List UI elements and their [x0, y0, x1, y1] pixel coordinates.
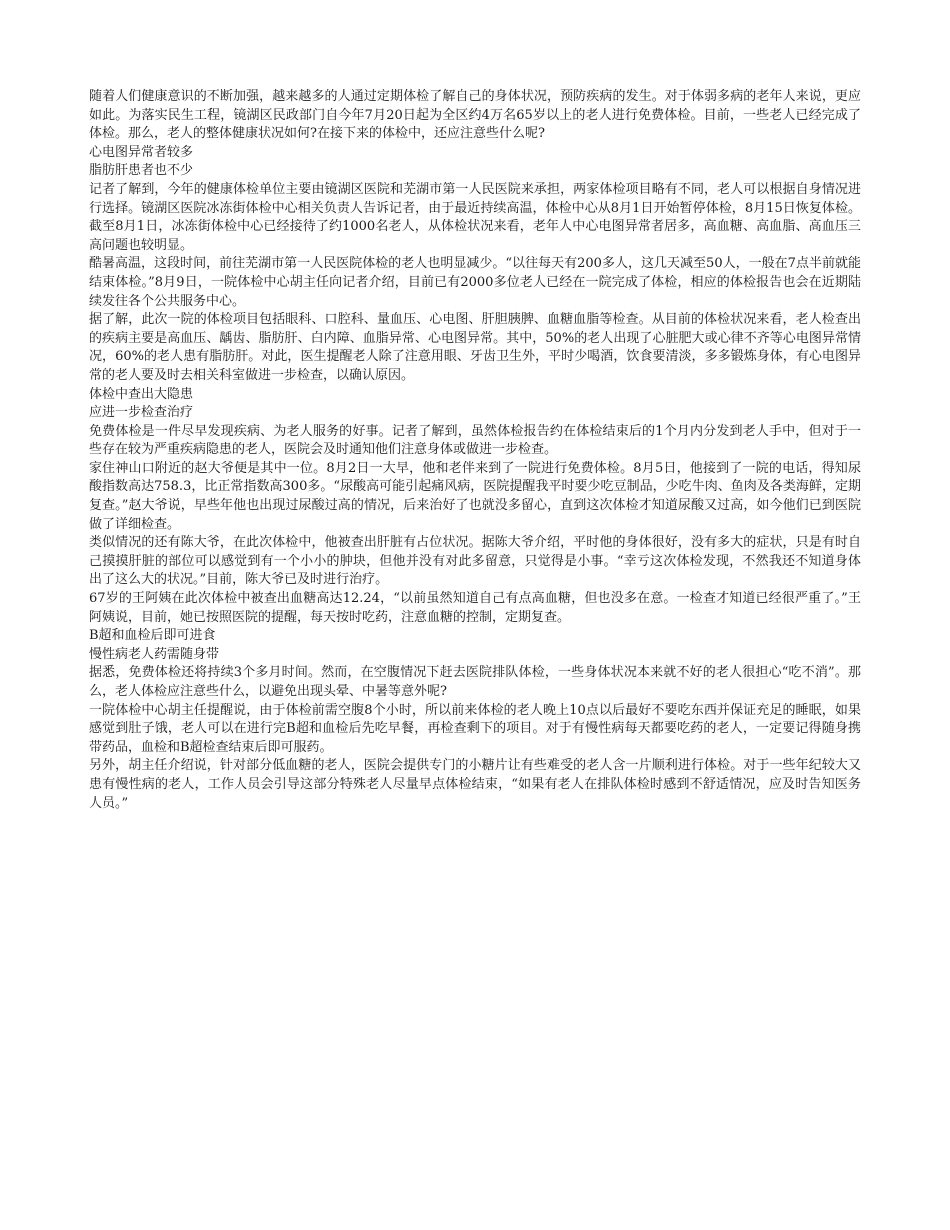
- section-heading-1a: 心电图异常者较多: [89, 144, 194, 160]
- section-heading-2a: 体检中查出大隐患: [89, 386, 194, 402]
- body-paragraph: 据悉，免费体检还将持续3个多月时间。然而，在空腹情况下赶去医院排队体检，一些身体状况本来就不好的老人很担心“吃不消”。那么，老人体检应注意些什么，以避免出现头晕、中暑等意外呢?: [89, 665, 861, 699]
- section-heading-3a: B超和血检后即可进食: [89, 628, 216, 644]
- section-heading-1b: 脂肪肝患者也不少: [89, 163, 194, 179]
- body-paragraph: 一院体检中心胡主任提醒说，由于体检前需空腹8个小时，所以前来体检的老人晚上10点以后最好不要吃东西并保证充足的睡眠，如果感觉到肚子饿，老人可以在进行完B超和血检后先吃早餐，再检查剩下的项目。对于有慢性病每天都要吃药的老人，一定要记得随身携带药品，血检和B超检查结束后即可服药。: [89, 702, 861, 755]
- article-body: [89, 88, 861, 813]
- intro-paragraph: 随着人们健康意识的不断加强，越来越多的人通过定期体检了解自己的身体状况，预防疾病的发生。对于体弱多病的老年人来说，更应如此。为落实民生工程，镜湖区民政部门自今年7月20日起为全区约4万名65岁以上的老人进行免费体检。目前，一些老人已经完成了体检。那么，老人的整体健康状况如何?在接下来的体检中，还应注意些什么呢?: [89, 89, 861, 142]
- body-paragraph: 67岁的王阿姨在此次体检中被查出血糖高达12.24，“以前虽然知道自己有点高血糖，但也没多在意。一检查才知道已经很严重了。”王阿姨说，目前，她已按照医院的提醒，每天按时吃药，注意血糖的控制，定期复查。: [89, 591, 861, 625]
- section-heading-2b: 应进一步检查治疗: [89, 405, 194, 421]
- body-paragraph: 免费体检是一件尽早发现疾病、为老人服务的好事。记者了解到，虽然体检报告约在体检结束后的1个月内分发到老人手中，但对于一些存在较为严重疾病隐患的老人，医院会及时通知他们注意身体或做进一步检查。: [89, 423, 861, 458]
- body-paragraph: 家住神山口附近的赵大爷便是其中一位。8月2日一大早，他和老伴来到了一院进行免费体检。8月5日，他接到了一院的电话，得知尿酸指数高达758.3，比正常指数高300多。“尿酸高可能引起痛风病，医院提醒我平时要少吃豆制品，少吃牛肉、鱼肉及各类海鲜，定期复查。”赵大爷说，早些年他也出现过尿酸过高的情况，后来治好了也就没多留心，直到这次体检才知道尿酸又过高，如今他们已到医院做了详细检查。: [89, 460, 861, 532]
- body-paragraph: 类似情况的还有陈大爷，在此次体检中，他被查出肝脏有占位状况。据陈大爷介绍，平时他的身体很好，没有多大的症状，只是有时自己摸摸肝脏的部位可以感觉到有一个小小的肿块，但他并没有对此多留意，只觉得是小事。“幸亏这次体检发现，不然我还不知道身体出了这么大的状况。”目前，陈大爷已及时进行治疗。: [89, 535, 861, 588]
- section-heading-3b: 慢性病老人药需随身带: [89, 646, 220, 662]
- body-paragraph: 另外，胡主任介绍说，针对部分低血糖的老人，医院会提供专门的小糖片让有些难受的老人含一片顺利进行体检。对于一些年纪较大又患有慢性病的老人，工作人员会引导这部分特殊老人尽量早点体检结束，“如果有老人在排队体检时感到不舒适情况，应及时告知医务人员。”: [89, 758, 861, 811]
- body-paragraph: 记者了解到，今年的健康体检单位主要由镜湖区医院和芜湖市第一人民医院来承担，两家体检项目略有不同，老人可以根据自身情况进行选择。镜湖区医院冰冻街体检中心相关负责人告诉记者，由于最近持续高温，体检中心从8月1日开始暂停体检，8月15日恢复体检。截至8月1日，冰冻街体检中心已经接待了约1000名老人，从体检状况来看，老年人中心电图异常者居多，高血糖、高血脂、高血压三高问题也较明显。: [89, 181, 861, 253]
- body-paragraph: 酷暑高温，这段时间，前往芜湖市第一人民医院体检的老人也明显减少。“以往每天有200多人，这几天减至50人，一般在7点半前就能结束体检。”8月9日，一院体检中心胡主任向记者介绍，目前已有2000多位老人已经在一院完成了体检，相应的体检报告也会在近期陆续发往各个公共服务中心。: [89, 256, 861, 309]
- body-paragraph: 据了解，此次一院的体检项目包括眼科、口腔科、量血压、心电图、肝胆胰脾、血糖血脂等检查。从目前的体检状况来看，老人检查出的疾病主要是高血压、龋齿、脂肪肝、白内障、血脂异常、心电图异常。其中，50%的老人出现了心脏肥大或心律不齐等心电图异常情况，60%的老人患有脂肪肝。对此，医生提醒老人除了注意用眼、牙齿卫生外，平时少喝酒，饮食要清淡，多多锻炼身体，有心电图异常的老人要及时去相关科室做进一步检查，以确认原因。: [89, 312, 861, 383]
